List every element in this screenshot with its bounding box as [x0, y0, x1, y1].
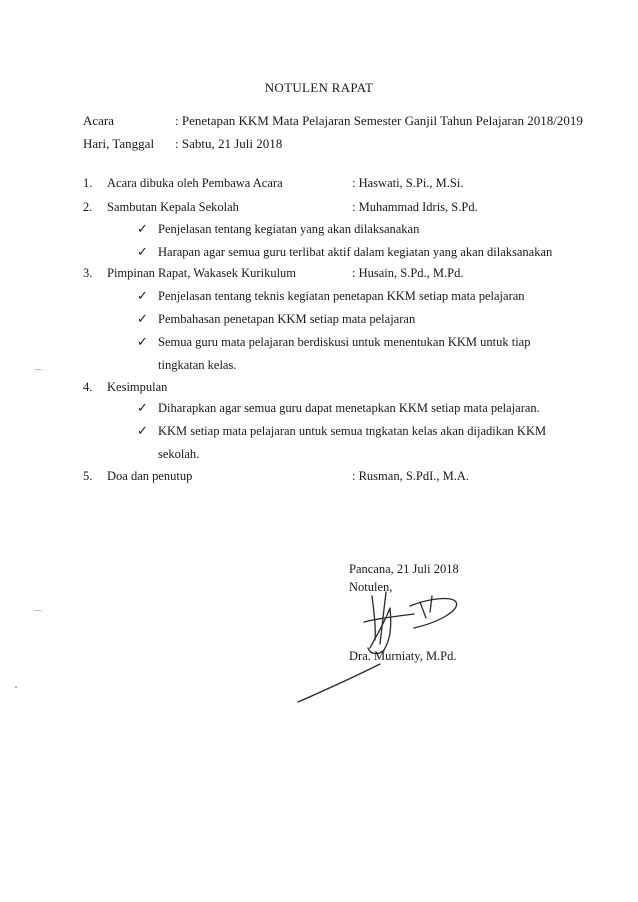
check-icon: ✓ [137, 244, 148, 259]
item-person: : Haswati, S.Pi., M.Si. [352, 176, 464, 190]
item-text: Doa dan penutup [107, 469, 193, 483]
point-text: Diharapkan agar semua guru dapat menetapkan KKM setiap mata pelajaran. [158, 401, 540, 415]
point-text: Pembahasan penetapan KKM setiap mata pelajaran [158, 312, 416, 326]
acara-value: : Penetapan KKM Mata Pelajaran Semester Ganjil Tahun Pelajaran 2018/2019 [175, 113, 583, 128]
document-title: NOTULEN RAPAT [264, 80, 374, 95]
item-person: : Husain, S.Pd., M.Pd. [352, 266, 464, 280]
scan-speck [15, 686, 17, 688]
acara-label: Acara [83, 113, 115, 128]
hari-label: Hari, Tanggal [83, 136, 155, 151]
item-text: Acara dibuka oleh Pembawa Acara [107, 176, 283, 190]
check-icon: ✓ [137, 311, 148, 326]
point-text-continuation: sekolah. [158, 447, 200, 461]
point-text: Harapan agar semua guru terlibat aktif dalam kegiatan yang akan dilaksanakan [158, 245, 553, 259]
check-icon: ✓ [137, 221, 148, 236]
signature-name: Dra. Murniaty, M.Pd. [349, 649, 457, 663]
item-text: Sambutan Kepala Sekolah [107, 200, 239, 214]
meta-hari-tanggal [83, 136, 282, 152]
item-number: 2. [83, 200, 93, 214]
point-text: Penjelasan tentang teknis kegiatan penetapan KKM setiap mata pelajaran [158, 289, 525, 303]
item-text: Pimpinan Rapat, Wakasek Kurikulum [107, 266, 297, 280]
point-text: KKM setiap mata pelajaran untuk semua tngkatan kelas akan dijadikan KKM [158, 424, 547, 438]
point-text-continuation: tingkatan kelas. [158, 358, 237, 372]
item-number: 5. [83, 469, 93, 483]
item-number: 3. [83, 266, 93, 280]
check-icon: ✓ [137, 400, 148, 415]
check-icon: ✓ [137, 423, 148, 438]
point-text: Penjelasan tentang kegiatan yang akan dilaksanakan [158, 222, 420, 236]
item-person: : Rusman, S.PdI., M.A. [352, 469, 470, 483]
hari-value: : Sabtu, 21 Juli 2018 [175, 136, 283, 151]
signature-place-date: Pancana, 21 Juli 2018 [349, 562, 459, 576]
check-icon: ✓ [137, 334, 148, 349]
item-text: Kesimpulan [107, 380, 168, 394]
meta-acara [83, 113, 583, 129]
item-number: 1. [83, 176, 93, 190]
scan-speck [33, 369, 43, 372]
scan-speck [33, 610, 43, 613]
item-number: 4. [83, 380, 93, 394]
handwritten-signature [280, 578, 480, 708]
signature-role: Notulen, [349, 580, 393, 594]
check-icon: ✓ [137, 288, 148, 303]
item-person: : Muhammad Idris, S.Pd. [352, 200, 478, 214]
point-text: Semua guru mata pelajaran berdiskusi untuk menentukan KKM untuk tiap [158, 335, 531, 349]
